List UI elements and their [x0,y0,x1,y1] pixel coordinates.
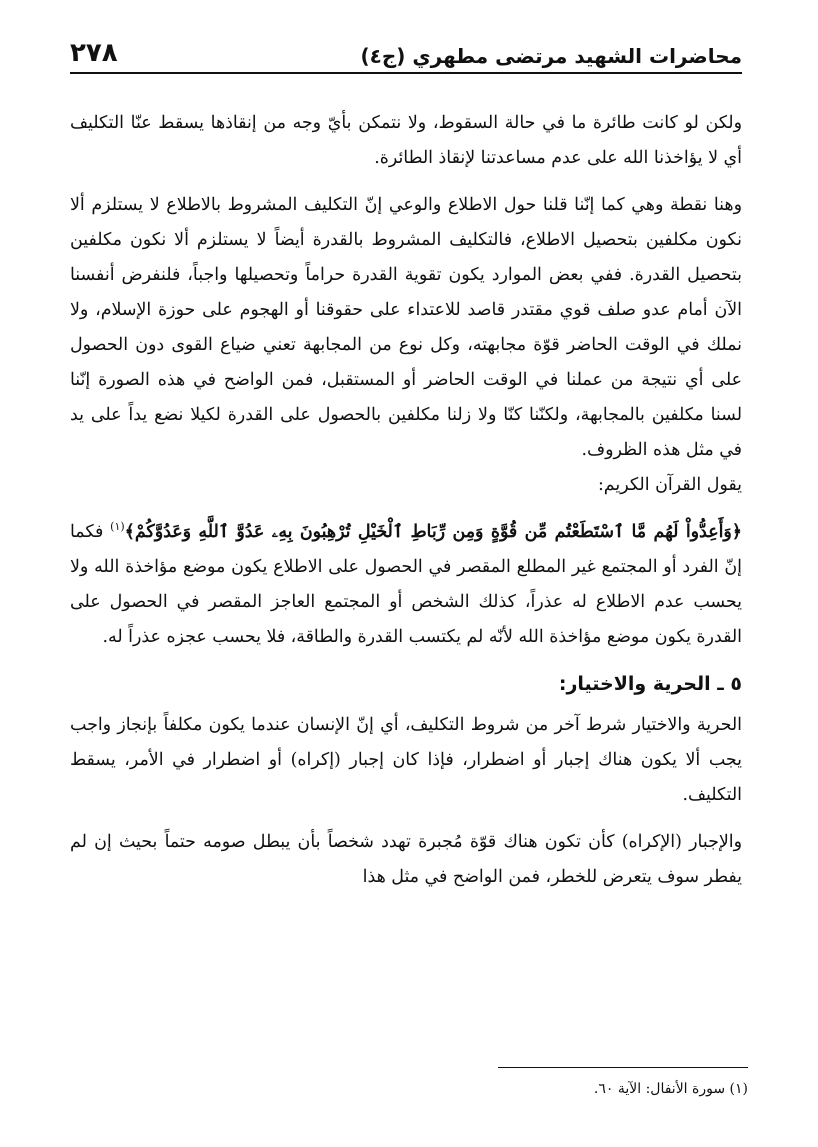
quran-paragraph [70,515,742,655]
page-header [70,28,742,68]
footnote-reference[interactable]: (١) [110,520,125,534]
footnote-separator [498,1067,748,1068]
paragraph-4-text: فكما إنّ الفرد أو المجتمع غير المطلع المقصر في الحصول على الاطلاع يكون موضع مؤاخذة الله ولا يحسب عدم الاطلاع له عذراً، كذلك الشخص أو المجتمع العاجز المقصر في الحصول على القدرة يكون موضع مؤاخذة الله لأنّه لم يكتسب القدرة والطاقة، فلا يحسب عجزه عذراً له. [70,522,742,647]
paragraph-2: وهنا نقطة وهي كما إنّنا قلنا حول الاطلاع والوعي إنّ التكليف المشروط بالاطلاع لا يستلزم ألا نكون مكلفين بتحصيل الاطلاع، فالتكليف المشروط بالقدرة أيضاً لا يستلزم ألا نكون مكلفين بتحصيل القدرة. ففي بعض الموارد يكون تقوية القدرة حراماً وتحصيلها واجباً، فلنفرض أنفسنا الآن أمام عدو صلف قوي مقتدر قاصد للاعتداء على حقوقنا أو الهجوم على حوزة الإسلام، ولا نملك في الوقت الحاضر قوّة مجابهته، وكل نوع من المجابهة تعني ضياع القوى دون الحصول على أي نتيجة من عملنا في الوقت الحاضر أو المستقبل، فمن الواضح في هذه الصورة إنّنا لسنا مكلفين بالمجابهة، ولكنّنا كنّا ولا زلنا مكلفين بالحصول على القدرة لكيلا نضع يداً على يد في مثل هذه الظروف. [70,195,742,460]
header-rule [70,72,742,74]
footnote: (١) سورة الأنفال: الآية ٦٠. [593,1081,748,1097]
page-number: ٢٧٨ [70,38,118,68]
body-text [70,106,742,895]
running-title: محاضرات الشهيد مرتضى مطهري (ج٤) [360,44,742,68]
paragraph-1: ولكن لو كانت طائرة ما في حالة السقوط، ولا نتمكن بأيّ وجه من إنقاذها يسقط عنّا التكليف أي لا يؤاخذنا الله على عدم مساعدتنا لإنقاذ الطائرة. [70,113,742,168]
paragraph-5: الحرية والاختيار شرط آخر من شروط التكليف، أي إنّ الإنسان عندما يكون مكلفاً بإنجاز واجب يجب ألا يكون هناك إجبار أو اضطرار، فإذا كان إجبار (إكراه) أو اضطرار في الأمر، يسقط التكليف. [70,715,742,805]
paragraph-6: والإجبار (الإكراه) كأن تكون هناك قوّة مُجبرة تهدد شخصاً بأن يبطل صومه حتماً بحيث إن لم يفطر سوف يتعرض للخطر، فمن الواضح في مثل هذا [70,832,742,887]
paragraph-3: يقول القرآن الكريم: [597,475,742,495]
document-page [70,28,742,887]
quran-verse: ﴿وَأَعِدُّواْ لَهُم مَّا ٱسْتَطَعْتُم مِّن قُوَّةٍ وَمِن رِّبَاطِ ٱلْخَيْلِ تُرْهِبُونَ بِهِۦ عَدُوَّ ٱللَّهِ وَعَدُوَّكُمْ﴾ [124,522,742,542]
section-heading: ٥ ـ الحرية والاختيار: [558,673,742,695]
